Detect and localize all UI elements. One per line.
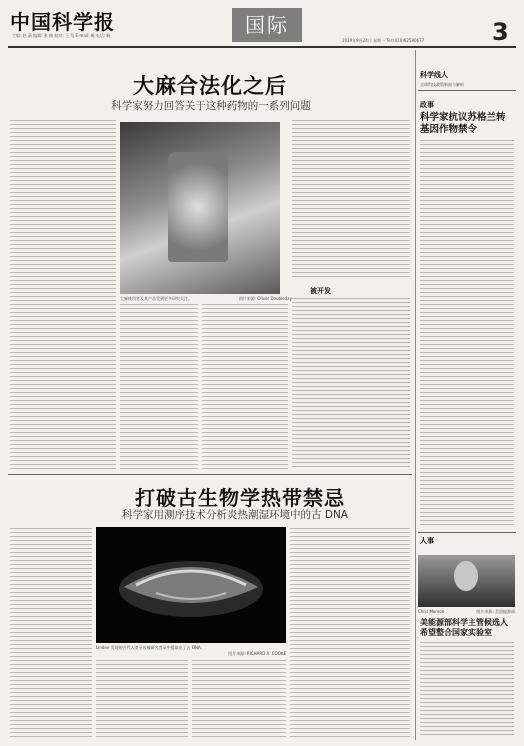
article-divider (8, 474, 412, 475)
masthead-title: 中国科学报 (10, 10, 115, 34)
article2-body-col2 (96, 660, 188, 738)
story2-body (420, 642, 514, 738)
story1-headline: 科学家抗议苏格兰转基因作物禁令 (420, 112, 506, 135)
sidebar-divider (415, 50, 416, 740)
article1-body-col3 (202, 304, 288, 470)
article1-photo (120, 122, 280, 294)
article2-headline: 打破古生物学热带禁忌 (135, 486, 345, 510)
article2-photo (96, 527, 286, 643)
article2-body-col4 (290, 528, 410, 738)
page-number: 3 (492, 18, 509, 46)
sidebar-tag-sub: 全球科技政策新闻与解析 (420, 82, 464, 87)
article2-body-col3 (192, 660, 286, 738)
article1-body-col5 (292, 298, 410, 470)
masthead-rule (8, 46, 516, 48)
article2-subheadline: 科学家用测序技术分析炎热潮湿环境中的古 DNA (122, 509, 348, 521)
story1-kicker: 政事 (420, 101, 434, 109)
article1-box-heading: 被开发 (310, 287, 331, 295)
story2-kicker: 人事 (420, 537, 434, 545)
article1-body-col2 (120, 304, 198, 470)
article1-body-col4 (292, 120, 410, 280)
issue-date: 2019年9月24日 星期一 Tel:(010)62580677 (342, 38, 425, 43)
masthead-editors: 主编: 赵 菡 编辑: 张 楠 校对: 王 昊 E-mail: 略 电话: 略 (12, 33, 111, 38)
article2-photo-caption: Linden 发现的古代人类牙齿被研究者从中提取出了古 DNA。 (96, 645, 205, 650)
sidebar-tag: 科学线人 (420, 71, 448, 79)
teeth-image (96, 527, 286, 643)
article2-photo-credit: 图片来源: RICHARD A. COOKE (228, 651, 286, 656)
story2-photo-caption: Chris Monroe (418, 609, 445, 614)
sidebar-rule-1 (418, 90, 516, 91)
article2-body-col1 (10, 528, 92, 738)
sidebar-rule-2 (418, 532, 516, 533)
section-label: 国际 (232, 8, 302, 42)
article1-headline: 大麻合法化之后 (133, 73, 287, 98)
story2-photo-credit: 图片来源: 美国能源部 (476, 609, 515, 614)
article1-photo-caption: 大麻使用者及其产品受到更多研究关注。 (120, 296, 192, 301)
story1-body (420, 140, 514, 528)
story2-headline: 美能源部科学主管候选人希望整合国家实验室 (420, 617, 508, 637)
portrait-face (454, 561, 478, 591)
cannabis-jar (168, 152, 228, 262)
article1-body-col1 (10, 120, 116, 470)
story2-portrait (418, 555, 515, 607)
article1-subheadline: 科学家努力回答关于这种药物的一系列问题 (111, 100, 311, 112)
article1-photo-credit: 图片来源: Oliver Doubleday (238, 296, 292, 301)
